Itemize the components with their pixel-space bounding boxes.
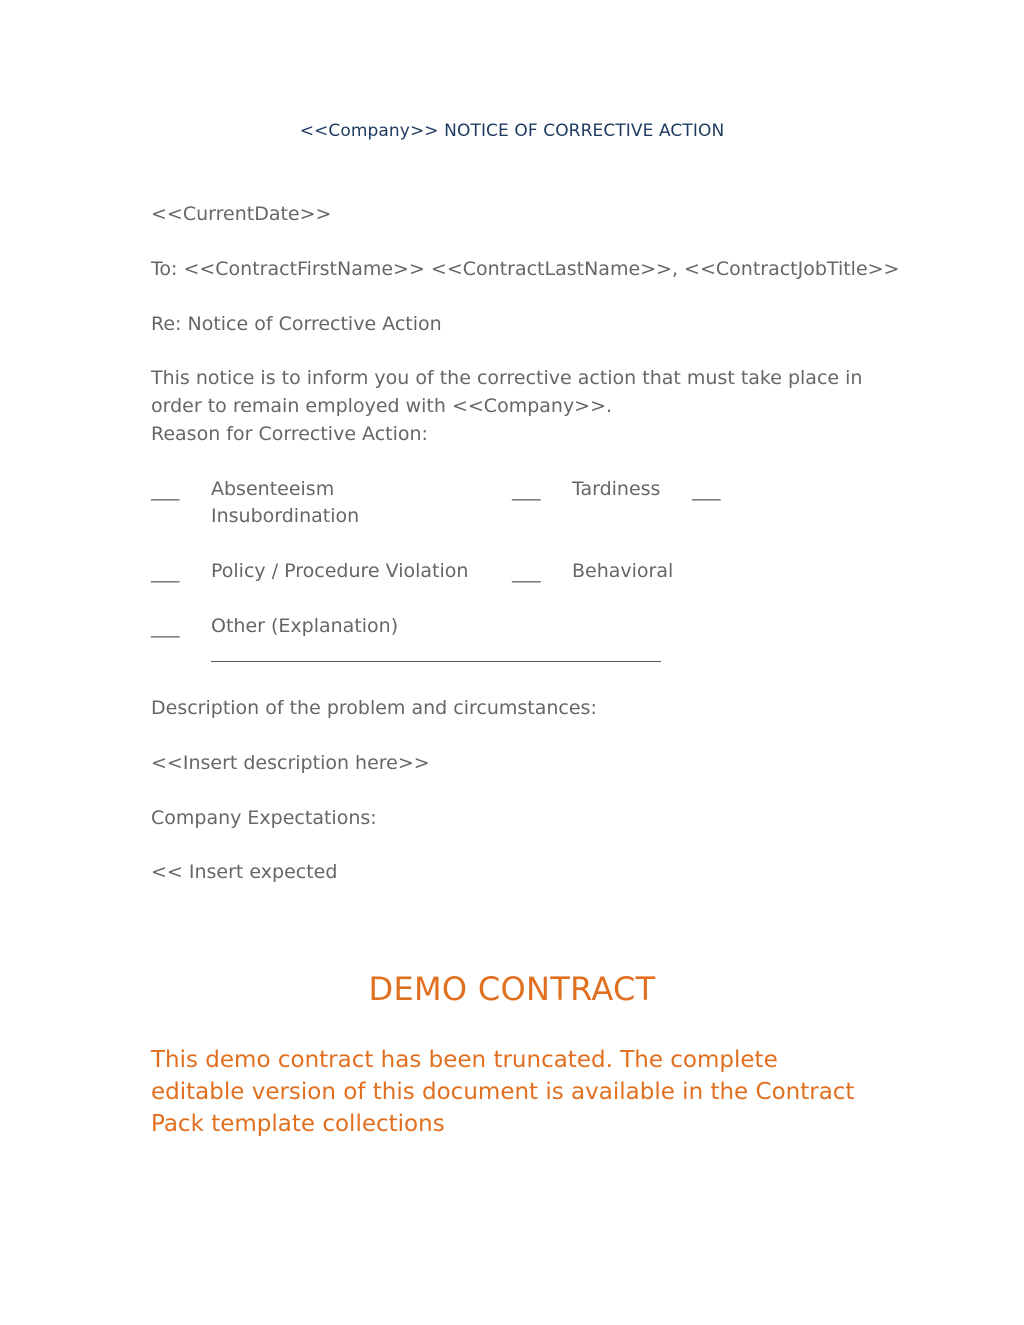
checkbox-behavioral[interactable]: ___ [512, 561, 541, 583]
reason-absenteeism: Absenteeism [211, 478, 335, 500]
demo-contract-title: DEMO CONTRACT [368, 970, 656, 1008]
reason-behavioral: Behavioral [572, 560, 674, 582]
re-line: Re: Notice of Corrective Action [151, 313, 442, 335]
reason-other: Other (Explanation) [211, 615, 399, 637]
checkbox-insubordination[interactable]: ___ [692, 479, 721, 501]
intro-line-2: order to remain employed with <<Company>>. [151, 395, 613, 417]
reason-insubordination: Insubordination [211, 505, 360, 527]
current-date: <<CurrentDate>> [151, 203, 332, 225]
checkbox-tardiness[interactable]: ___ [512, 479, 541, 501]
description-placeholder: <<Insert description here>> [151, 752, 430, 774]
checkbox-other[interactable]: ___ [151, 616, 180, 638]
other-explanation-line[interactable] [211, 661, 661, 662]
checkbox-policy-violation[interactable]: ___ [151, 561, 180, 583]
description-heading: Description of the problem and circumstances: [151, 697, 597, 719]
expectations-placeholder: << Insert expected [151, 861, 338, 883]
reason-policy-violation: Policy / Procedure Violation [211, 560, 469, 582]
reason-heading: Reason for Corrective Action: [151, 423, 428, 445]
reason-tardiness: Tardiness [572, 478, 661, 500]
intro-line-1: This notice is to inform you of the corrective action that must take place in [151, 367, 863, 389]
checkbox-absenteeism[interactable]: ___ [151, 479, 180, 501]
expectations-heading: Company Expectations: [151, 807, 377, 829]
document-title: <<Company>> NOTICE OF CORRECTIVE ACTION [299, 121, 725, 141]
to-line: To: <<ContractFirstName>> <<ContractLastName>>, <<ContractJobTitle>> [151, 258, 900, 280]
demo-contract-notice: This demo contract has been truncated. The complete editable version of this document is available in the Contract Pack template collections [151, 1047, 855, 1137]
